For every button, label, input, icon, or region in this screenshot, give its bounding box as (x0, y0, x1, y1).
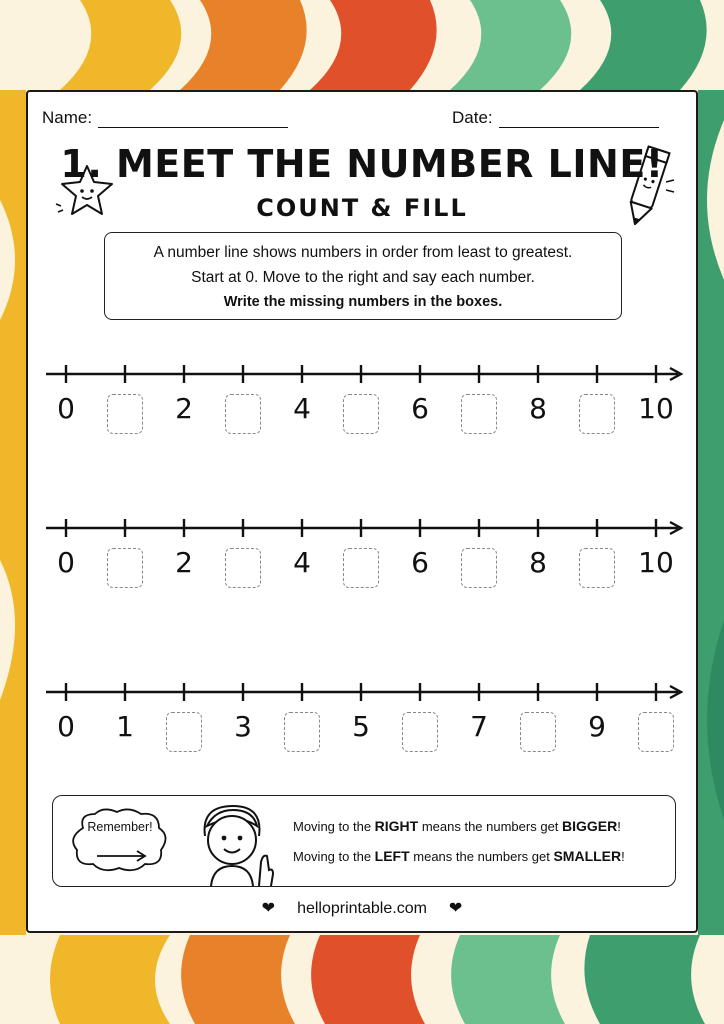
answer-box[interactable] (225, 548, 261, 588)
number-label: 2 (175, 392, 193, 425)
answer-box[interactable] (343, 394, 379, 434)
reminder-left-prefix: Moving to the (293, 849, 375, 864)
cloud-icon (65, 806, 175, 876)
number-label: 0 (57, 710, 75, 743)
name-field[interactable] (42, 108, 288, 128)
reminder-right-prefix: Moving to the (293, 819, 375, 834)
footer (28, 898, 696, 918)
answer-box[interactable] (520, 712, 556, 752)
reminder-smaller-word: SMALLER (553, 848, 622, 864)
number-line-3 (44, 680, 688, 770)
answer-box[interactable] (284, 712, 320, 752)
answer-box[interactable] (225, 394, 261, 434)
instructions-line-3: Write the missing numbers in the boxes. (223, 294, 503, 310)
footer-website[interactable]: helloprintable.com (297, 900, 427, 917)
reminder-left-mid: means the numbers get (409, 849, 554, 864)
number-label: 10 (638, 546, 674, 579)
worksheet-title: 1. MEET THE NUMBER LINE! (60, 142, 664, 186)
cloud-text: Remember! (87, 820, 153, 834)
reminder-left-end: ! (621, 849, 625, 864)
number-label: 0 (57, 546, 75, 579)
reminder-bigger-word: BIGGER (562, 818, 618, 834)
number-line-1 (44, 362, 688, 452)
reminder-right-text (293, 818, 621, 834)
name-line[interactable] (98, 110, 288, 128)
number-label: 5 (352, 710, 370, 743)
number-label: 6 (411, 546, 429, 579)
boy-pointing-icon (193, 796, 283, 886)
answer-box[interactable] (107, 548, 143, 588)
answer-box[interactable] (343, 548, 379, 588)
heart-icon: ❤ (261, 900, 276, 917)
date-line[interactable] (499, 110, 659, 128)
number-label: 8 (529, 392, 547, 425)
number-label: 8 (529, 546, 547, 579)
name-label: Name: (42, 108, 93, 127)
number-label: 6 (411, 392, 429, 425)
answer-box[interactable] (107, 394, 143, 434)
answer-box[interactable] (579, 548, 615, 588)
number-label: 1 (116, 710, 134, 743)
instructions-box (104, 232, 622, 320)
reminder-right-word: RIGHT (374, 818, 419, 834)
answer-box[interactable] (402, 712, 438, 752)
number-label: 0 (57, 392, 75, 425)
number-label: 9 (588, 710, 606, 743)
answer-box[interactable] (166, 712, 202, 752)
number-label: 10 (638, 392, 674, 425)
number-label: 7 (470, 710, 488, 743)
worksheet-subtitle: COUNT & FILL (256, 194, 468, 222)
answer-box[interactable] (638, 712, 674, 752)
answer-box[interactable] (579, 394, 615, 434)
date-label: Date: (452, 108, 493, 127)
number-line-axis (44, 680, 688, 710)
instructions-line-2: Start at 0. Move to the right and say each number. (191, 269, 535, 286)
worksheet (26, 90, 698, 933)
answer-box[interactable] (461, 394, 497, 434)
number-label: 4 (293, 392, 311, 425)
reminder-box (52, 795, 676, 887)
reminder-left-word: LEFT (374, 848, 410, 864)
reminder-right-end: ! (617, 819, 621, 834)
instructions-line-1: A number line shows numbers in order from least to greatest. (153, 244, 573, 261)
answer-box[interactable] (461, 548, 497, 588)
number-label: 4 (293, 546, 311, 579)
number-label: 2 (175, 546, 193, 579)
number-line-axis (44, 516, 688, 546)
number-label: 3 (234, 710, 252, 743)
reminder-left-text (293, 848, 625, 864)
date-field[interactable] (452, 108, 659, 128)
number-line-axis (44, 362, 688, 392)
number-line-2 (44, 516, 688, 606)
reminder-right-mid: means the numbers get (418, 819, 563, 834)
heart-icon: ❤ (448, 900, 463, 917)
